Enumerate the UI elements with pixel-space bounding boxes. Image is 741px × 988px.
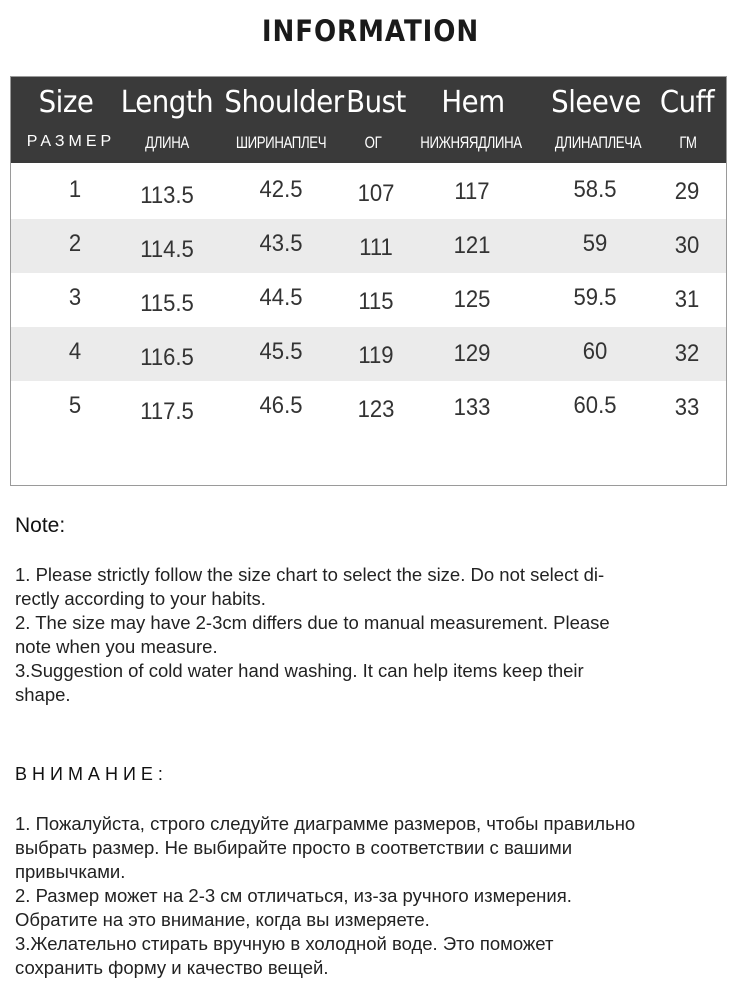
cell-size: 3 <box>68 284 82 311</box>
cell-size: 1 <box>68 176 82 203</box>
note-line: Обратите на это внимание, когда вы измеряете. <box>15 909 430 930</box>
note-line: 1. Please strictly follow the size chart to select the size. Do not select di- <box>15 564 605 585</box>
header-bust: Bust <box>346 85 406 120</box>
cell-length: 115.5 <box>140 290 194 317</box>
cell-shoulder: 43.5 <box>259 230 303 257</box>
cell-hem: 117 <box>454 178 490 205</box>
note-title-en: Note: <box>15 514 66 537</box>
table-header <box>11 77 726 163</box>
cell-shoulder: 42.5 <box>259 176 303 203</box>
header-sleeve-ru: ДЛИНАПЛЕЧА <box>554 133 642 152</box>
table-row <box>11 327 726 381</box>
header-shoulder: Shoulder <box>224 85 344 120</box>
size-chart-table <box>10 76 727 486</box>
note-title-ru: ВНИМАНИЕ: <box>15 764 168 784</box>
note-line: 2. Размер может на 2-3 см отличаться, из-за ручного измерения. <box>15 885 572 906</box>
cell-sleeve: 60.5 <box>573 392 617 419</box>
note-line: 3.Желательно стирать вручную в холодной воде. Это поможет <box>15 933 554 954</box>
note-list-en <box>15 563 725 707</box>
note-line: 2. The size may have 2-3cm differs due to manual measurement. Please <box>15 612 610 633</box>
table-row <box>11 381 726 435</box>
note-line: 1. Пожалуйста, строго следуйте диаграмме размеров, чтобы правильно <box>15 813 636 834</box>
note-line: note when you measure. <box>15 636 218 657</box>
cell-size: 2 <box>68 230 82 257</box>
header-length-ru: ДЛИНА <box>145 133 189 152</box>
note-line: выбрать размер. Не выбирайте просто в соответствии с вашими <box>15 837 573 858</box>
table-row <box>11 165 726 219</box>
cell-shoulder: 46.5 <box>259 392 303 419</box>
note-line: привычками. <box>15 861 126 882</box>
table-row <box>11 219 726 273</box>
header-hem-ru: НИЖНЯЯДЛИНА <box>420 133 522 152</box>
cell-bust: 111 <box>359 234 393 261</box>
cell-bust: 123 <box>357 396 395 423</box>
cell-length: 117.5 <box>140 398 194 425</box>
note-line: 3.Suggestion of cold water hand washing. It can help items keep their <box>15 660 584 681</box>
cell-sleeve: 59.5 <box>573 284 617 311</box>
page-title: INFORMATION <box>261 14 480 48</box>
note-line: сохранить форму и качество вещей. <box>15 957 329 978</box>
cell-cuff: 30 <box>674 232 700 259</box>
cell-sleeve: 59 <box>582 230 608 257</box>
header-size: Size <box>38 85 94 120</box>
cell-length: 116.5 <box>140 344 194 371</box>
header-cuff-ru: ГМ <box>679 133 697 152</box>
cell-cuff: 33 <box>674 394 700 421</box>
cell-bust: 119 <box>358 342 394 369</box>
cell-sleeve: 60 <box>582 338 608 365</box>
header-hem: Hem <box>441 85 505 120</box>
header-sleeve: Sleeve <box>551 85 641 120</box>
table-row <box>11 273 726 327</box>
header-length: Length <box>120 85 214 120</box>
cell-hem: 133 <box>453 394 491 421</box>
header-shoulder-ru: ШИРИНАПЛЕЧ <box>235 133 327 152</box>
cell-hem: 129 <box>453 340 491 367</box>
cell-size: 4 <box>68 338 82 365</box>
cell-length: 114.5 <box>140 236 194 263</box>
note-line: shape. <box>15 684 71 705</box>
cell-hem: 125 <box>453 286 491 313</box>
note-list-ru <box>15 812 725 980</box>
cell-hem: 121 <box>453 232 491 259</box>
header-bust-ru: ОГ <box>364 133 382 152</box>
cell-size: 5 <box>68 392 82 419</box>
cell-shoulder: 44.5 <box>259 284 303 311</box>
note-line: rectly according to your habits. <box>15 588 266 609</box>
cell-length: 113.5 <box>140 182 194 209</box>
cell-sleeve: 58.5 <box>573 176 617 203</box>
cell-cuff: 29 <box>674 178 700 205</box>
cell-shoulder: 45.5 <box>259 338 303 365</box>
cell-bust: 115 <box>358 288 394 315</box>
cell-cuff: 31 <box>674 286 700 313</box>
header-cuff: Cuff <box>659 85 715 120</box>
cell-bust: 107 <box>357 180 395 207</box>
cell-cuff: 32 <box>674 340 700 367</box>
header-size-ru: РАЗМЕР <box>26 133 116 150</box>
